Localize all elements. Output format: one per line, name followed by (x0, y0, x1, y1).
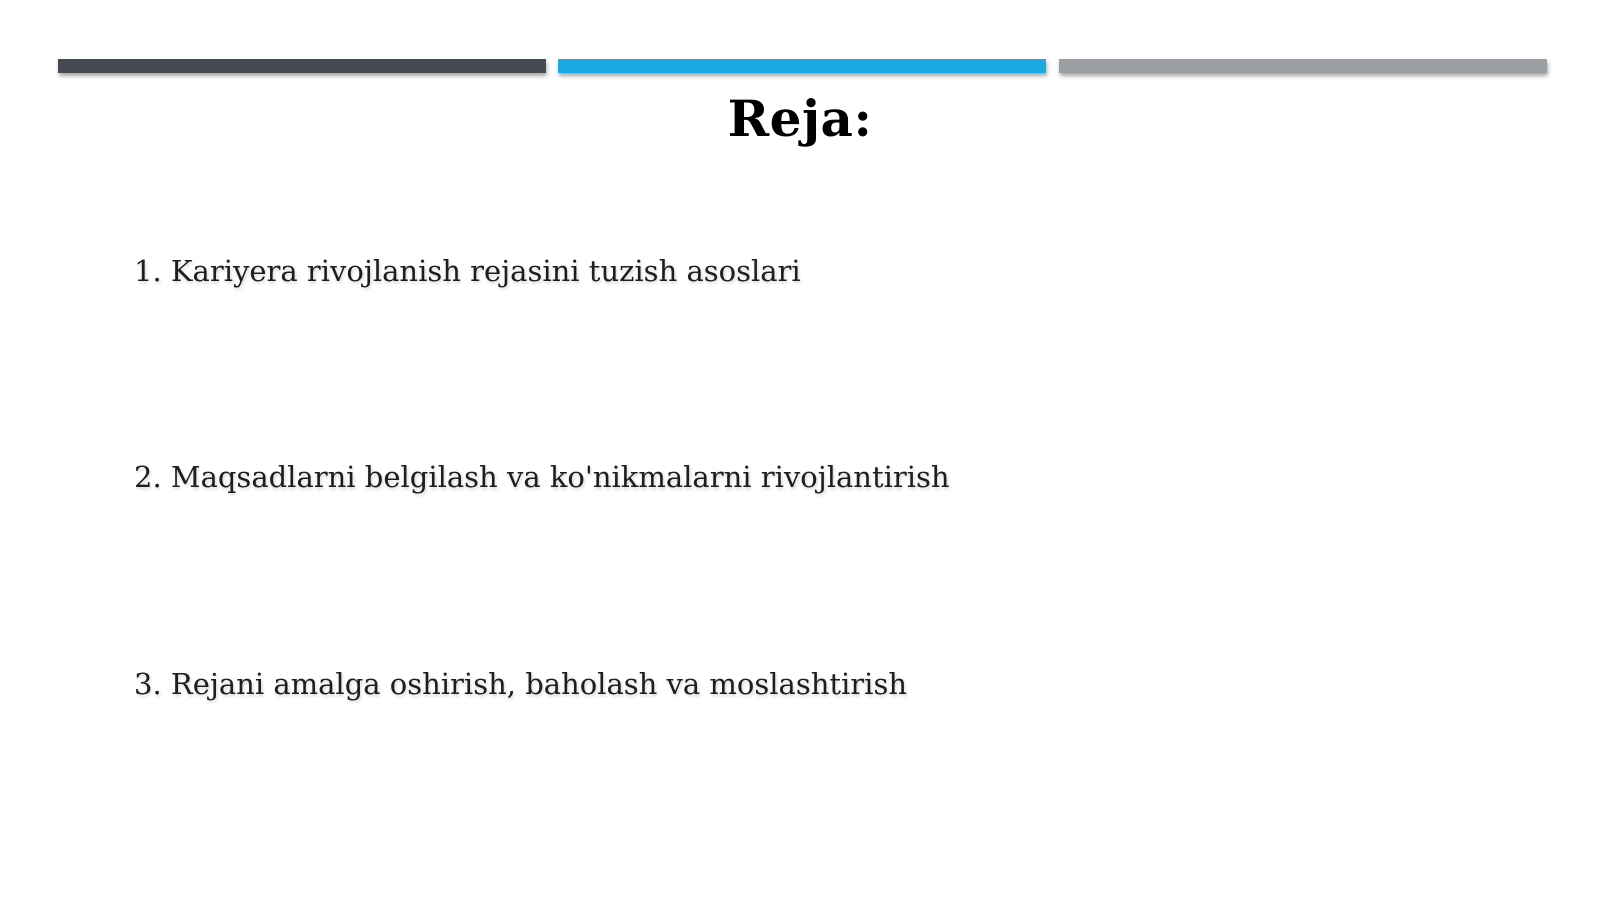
accent-bars (58, 59, 1547, 75)
accent-bar-blue (558, 59, 1046, 73)
agenda-item: 1. Kariyera rivojlanish rejasini tuzish asoslari (134, 254, 801, 288)
agenda-item: 2. Maqsadlarni belgilash va ko'nikmalarni rivojlantirish (134, 460, 950, 494)
accent-bar-dark (58, 59, 546, 73)
agenda-item: 3. Rejani amalga oshirish, baholash va moslashtirish (134, 667, 908, 701)
accent-bar-gray (1059, 59, 1547, 73)
slide-title: Reja: (727, 89, 873, 148)
